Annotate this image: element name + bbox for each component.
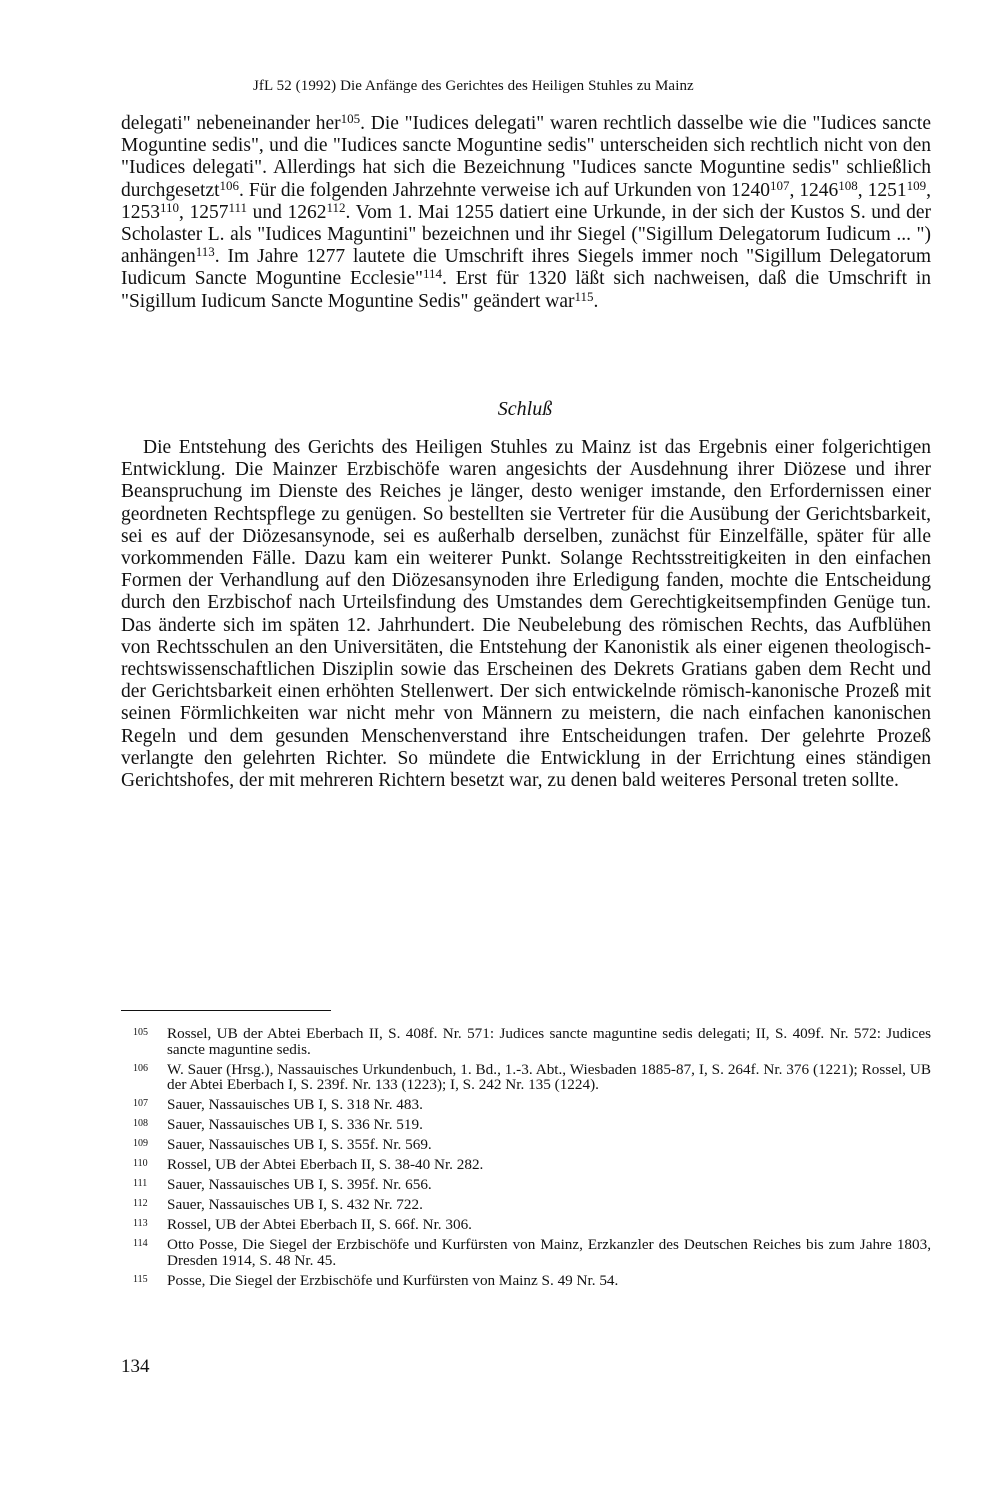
footnote-text: Otto Posse, Die Siegel der Erzbischöfe und Kurfürsten von Mainz, Erzkanzler des Deutschen Reiches bis zum Jahre 1803, Dresden 1914, S. 48 Nr. 45. <box>167 1236 931 1269</box>
footnote-text: Sauer, Nassauisches UB I, S. 395f. Nr. 656. <box>167 1176 432 1194</box>
footnote-text: Rossel, UB der Abtei Eberbach II, S. 66f. Nr. 306. <box>167 1216 472 1234</box>
footnote-text: Sauer, Nassauisches UB I, S. 336 Nr. 519. <box>167 1116 423 1134</box>
footnote-number: 112 <box>133 1198 148 1210</box>
footnote-number: 115 <box>133 1273 148 1285</box>
footnote-ref-113[interactable]: 113 <box>195 244 215 260</box>
text-segment: und 1262 <box>247 201 327 223</box>
footnote-text: Rossel, UB der Abtei Eberbach II, S. 408f. Nr. 571: Judices sancte maguntine sedis delegati; II, S. 409f. Nr. 572: Judices sancte maguntine sedis. <box>167 1025 931 1058</box>
footnote-text: Posse, Die Siegel der Erzbischöfe und Kurfürsten von Mainz S. 49 Nr. 54. <box>167 1271 619 1289</box>
footnote-item <box>121 1157 931 1173</box>
footnote-text: Sauer, Nassauisches UB I, S. 355f. Nr. 569. <box>167 1136 432 1154</box>
text-segment: . Im Jahre 1277 lautete die Umschrift ihres Siegels immer noch "Sigillum Delegatorum Iudicum Sancte Moguntine Ecclesie" <box>121 246 931 290</box>
section-heading: Schluß <box>497 398 553 420</box>
footnote-number: 113 <box>133 1218 148 1230</box>
footnote-ref-112[interactable]: 112 <box>326 199 346 215</box>
text-segment: . Die "Iudices delegati" waren rechtlich dasselbe wie die "Iudices sancte Moguntine sedis", und die "Iudices sancte Moguntine sedis" unterscheiden sich rechtlich nicht von den "Iudices delegati". Allerdings hat sich die Bezeichnung "Iudices sancte Moguntine sedis" schließlich durchgesetzt <box>121 113 932 201</box>
text-segment: , 1246 <box>789 179 839 201</box>
body-paragraph-2: Die Entstehung des Gerichts des Heiligen Stuhles zu Mainz ist das Ergebnis einer folgerichtigen Entwicklung. Die Mainzer Erzbischöfe waren angesichts der Ausdehnung ihrer Diözese und ihrer Beanspruchung im Dienste des Reiches je länger, desto weniger imstande, den Erfordernissen einer geordneten Rechtspflege zu genügen. So bestellten sie Vertreter für die Ausübung der Gerichtsbarkeit, sei es auf der Diözesansynode, sei es außerhalb derselben, zunächst für Einzelfälle, später für alle vorkommenden Fälle. Dazu kam ein weiterer Punkt. Solange Rechtsstreitigkeiten in den einfachen Formen der Verhandlung auf den Diözesansynoden ihre Erledigung fanden, mochte die Entscheidung durch den Erzbischof nach Urteilsfindung des Umstandes dem Gerechtigkeitsempfinden Genüge tun. Das änderte sich im späten 12. Jahrhundert. Die Neubelebung des römischen Rechts, das Aufblühen von Rechtsschulen an den Universitäten, die Entstehung der Kanonistik als einer eigenen theologisch-rechtswissenschaftlichen Disziplin sowie das Erscheinen des Dekrets Gratians gaben dem Recht und der Gerichtsbarkeit einen erhöhten Stellenwert. Der sich entwickelnde römisch-kanonische Prozeß mit seinen Förmlichkeiten war nicht mehr von Männern zu meistern, die nach einfachen kanonischen Regeln und dem gesunden Menschenverstand ihre Entscheidungen trafen. Der gelehrte Prozeß verlangte den gelehrten Richter. So mündete die Entwicklung in der Errichtung eines ständigen Gerichtshofes, der mit mehreren Richtern besetzt war, zu denen bald weiteres Personal treten sollte. <box>121 437 931 792</box>
footnote-ref-106[interactable]: 106 <box>219 177 240 193</box>
footnote-item <box>121 1062 931 1093</box>
footnote-ref-107[interactable]: 107 <box>769 177 790 193</box>
footnote-text: W. Sauer (Hrsg.), Nassauisches Urkundenbuch, 1. Bd., 1.-3. Abt., Wiesbaden 1885-87, I, S. 264f. Nr. 376 (1221); Rossel, UB der Abtei Eberbach I, S. 239f. Nr. 133 (1223); I, S. 242 Nr. 135 (1224). <box>167 1060 931 1094</box>
text-segment: . Erst für 1320 läßt sich nachweisen, daß die Umschrift in "Sigillum Iudicum Sancte Moguntine Sedis" geändert war <box>121 268 931 312</box>
footnote-text: Sauer, Nassauisches UB I, S. 318 Nr. 483. <box>167 1096 423 1114</box>
footnote-ref-109[interactable]: 109 <box>906 177 927 193</box>
footnote-number: 108 <box>133 1118 148 1130</box>
text-segment: . Vom 1. Mai 1255 datiert eine Urkunde, in der sich der Kustos S. und der Scholaster L. als "Iudices Maguntini" bezeichnen und ihr Siegel ("Sigillum Delegatorum Iudicum ... ") anhängen <box>121 201 931 268</box>
text-segment: , 1253 <box>121 179 931 223</box>
footnote-list <box>121 1026 931 1293</box>
footnote-item <box>121 1237 931 1268</box>
text-segment: delegati" nebeneinander her <box>121 113 341 134</box>
footnote-item <box>121 1026 931 1057</box>
text-segment: . Für die folgenden Jahrzehnte verweise ich auf Urkunden von 1240 <box>239 179 770 201</box>
footnote-number: 105 <box>133 1027 148 1038</box>
footnote-number: 107 <box>133 1098 148 1110</box>
footnote-ref-111[interactable]: 111 <box>228 199 248 215</box>
text-segment: . <box>593 290 599 312</box>
footnote-item <box>121 1097 931 1113</box>
footnote-ref-108[interactable]: 108 <box>838 177 858 193</box>
footnote-number: 111 <box>133 1178 148 1190</box>
footnote-item <box>121 1197 931 1213</box>
page-number: 134 <box>121 1356 150 1377</box>
running-header: JfL 52 (1992) Die Anfänge des Gerichtes des Heiligen Stuhles zu Mainz <box>253 78 694 94</box>
footnote-divider <box>121 1010 331 1011</box>
footnote-item <box>121 1117 931 1133</box>
footnote-number: 110 <box>133 1158 148 1170</box>
footnote-ref-110[interactable]: 110 <box>160 199 180 215</box>
text-segment: , 1257 <box>179 201 229 223</box>
footnote-number: 109 <box>133 1138 148 1150</box>
footnote-item <box>121 1177 931 1193</box>
footnote-text: Sauer, Nassauisches UB I, S. 432 Nr. 722. <box>167 1196 423 1214</box>
footnote-ref-115[interactable]: 115 <box>574 288 594 304</box>
text-segment: , 1251 <box>857 179 907 201</box>
footnote-item <box>121 1217 931 1233</box>
footnote-number: 106 <box>133 1062 148 1074</box>
body-paragraph-1 <box>121 113 931 313</box>
footnote-ref-105[interactable]: 105 <box>340 111 361 126</box>
footnote-text: Rossel, UB der Abtei Eberbach II, S. 38-40 Nr. 282. <box>167 1156 484 1174</box>
footnote-number: 114 <box>133 1238 148 1250</box>
footnote-item <box>121 1137 931 1153</box>
footnote-item <box>121 1273 931 1289</box>
footnote-ref-114[interactable]: 114 <box>422 266 442 282</box>
